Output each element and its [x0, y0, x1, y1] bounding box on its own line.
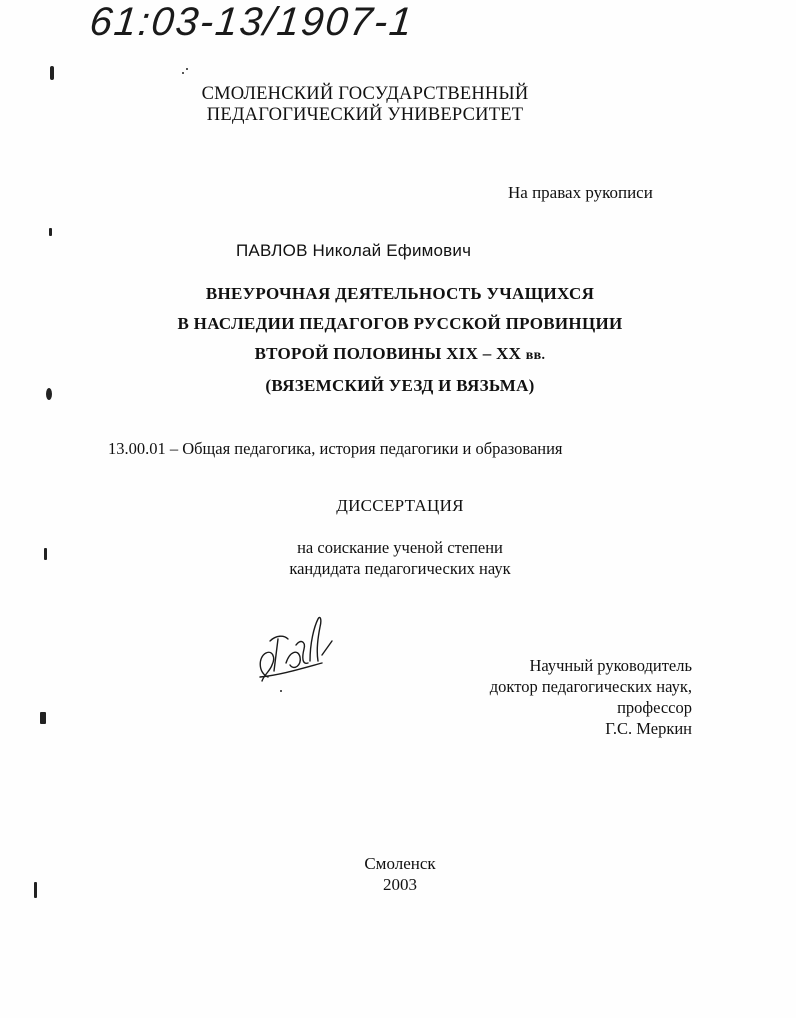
scientific-supervisor — [490, 655, 692, 739]
author-name: ПАВЛОВ Николай Ефимович — [236, 241, 472, 260]
year: 2003 — [383, 875, 417, 894]
scan-mark — [34, 882, 37, 898]
city: Смоленск — [364, 854, 436, 873]
scan-mark — [49, 228, 52, 236]
title-line-2: В НАСЛЕДИИ ПЕДАГОГОВ РУССКОЙ ПРОВИНЦИИ — [177, 314, 623, 333]
title-line-4: (ВЯЗЕМСКИЙ УЕЗД И ВЯЗЬМА) — [265, 376, 535, 395]
specialty-code: 13.00.01 – Общая педагогика, история педагогики и образования — [108, 439, 563, 458]
scan-mark — [46, 388, 52, 400]
supervisor-name: Г.С. Меркин — [605, 719, 692, 738]
degree-line-1: на соискание ученой степени — [297, 538, 503, 557]
degree-purpose — [230, 537, 570, 579]
supervisor-rank: профессор — [617, 698, 692, 717]
institution-name — [160, 84, 570, 126]
document-type: ДИССЕРТАЦИЯ — [336, 496, 464, 515]
scan-mark — [280, 690, 282, 692]
institution-line-2: ПЕДАГОГИЧЕСКИЙ УНИВЕРСИТЕТ — [206, 105, 524, 125]
scan-mark — [182, 72, 184, 74]
rights-note: На правах рукописи — [508, 183, 653, 202]
scan-mark — [44, 548, 47, 560]
degree-line-2: кандидата педагогических наук — [289, 559, 511, 578]
institution-line-1: СМОЛЕНСКИЙ ГОСУДАРСТВЕННЫЙ — [201, 84, 529, 104]
scan-mark — [186, 68, 188, 70]
title-line-3-main: ВТОРОЙ ПОЛОВИНЫ XIX – XX — [254, 344, 522, 363]
handwritten-signature — [250, 605, 350, 690]
scan-mark — [40, 712, 46, 724]
archive-code: 61:03-13/1907-1 — [87, 0, 416, 44]
supervisor-role: Научный руководитель — [529, 656, 692, 675]
title-line-3 — [130, 339, 670, 371]
place-and-year — [300, 853, 500, 895]
dissertation-title — [130, 279, 670, 401]
supervisor-degree: доктор педагогических наук, — [489, 677, 692, 696]
scan-mark — [50, 66, 54, 80]
title-line-1: ВНЕУРОЧНАЯ ДЕЯТЕЛЬНОСТЬ УЧАЩИХСЯ — [205, 284, 595, 303]
title-line-3-suffix: вв. — [525, 348, 546, 363]
